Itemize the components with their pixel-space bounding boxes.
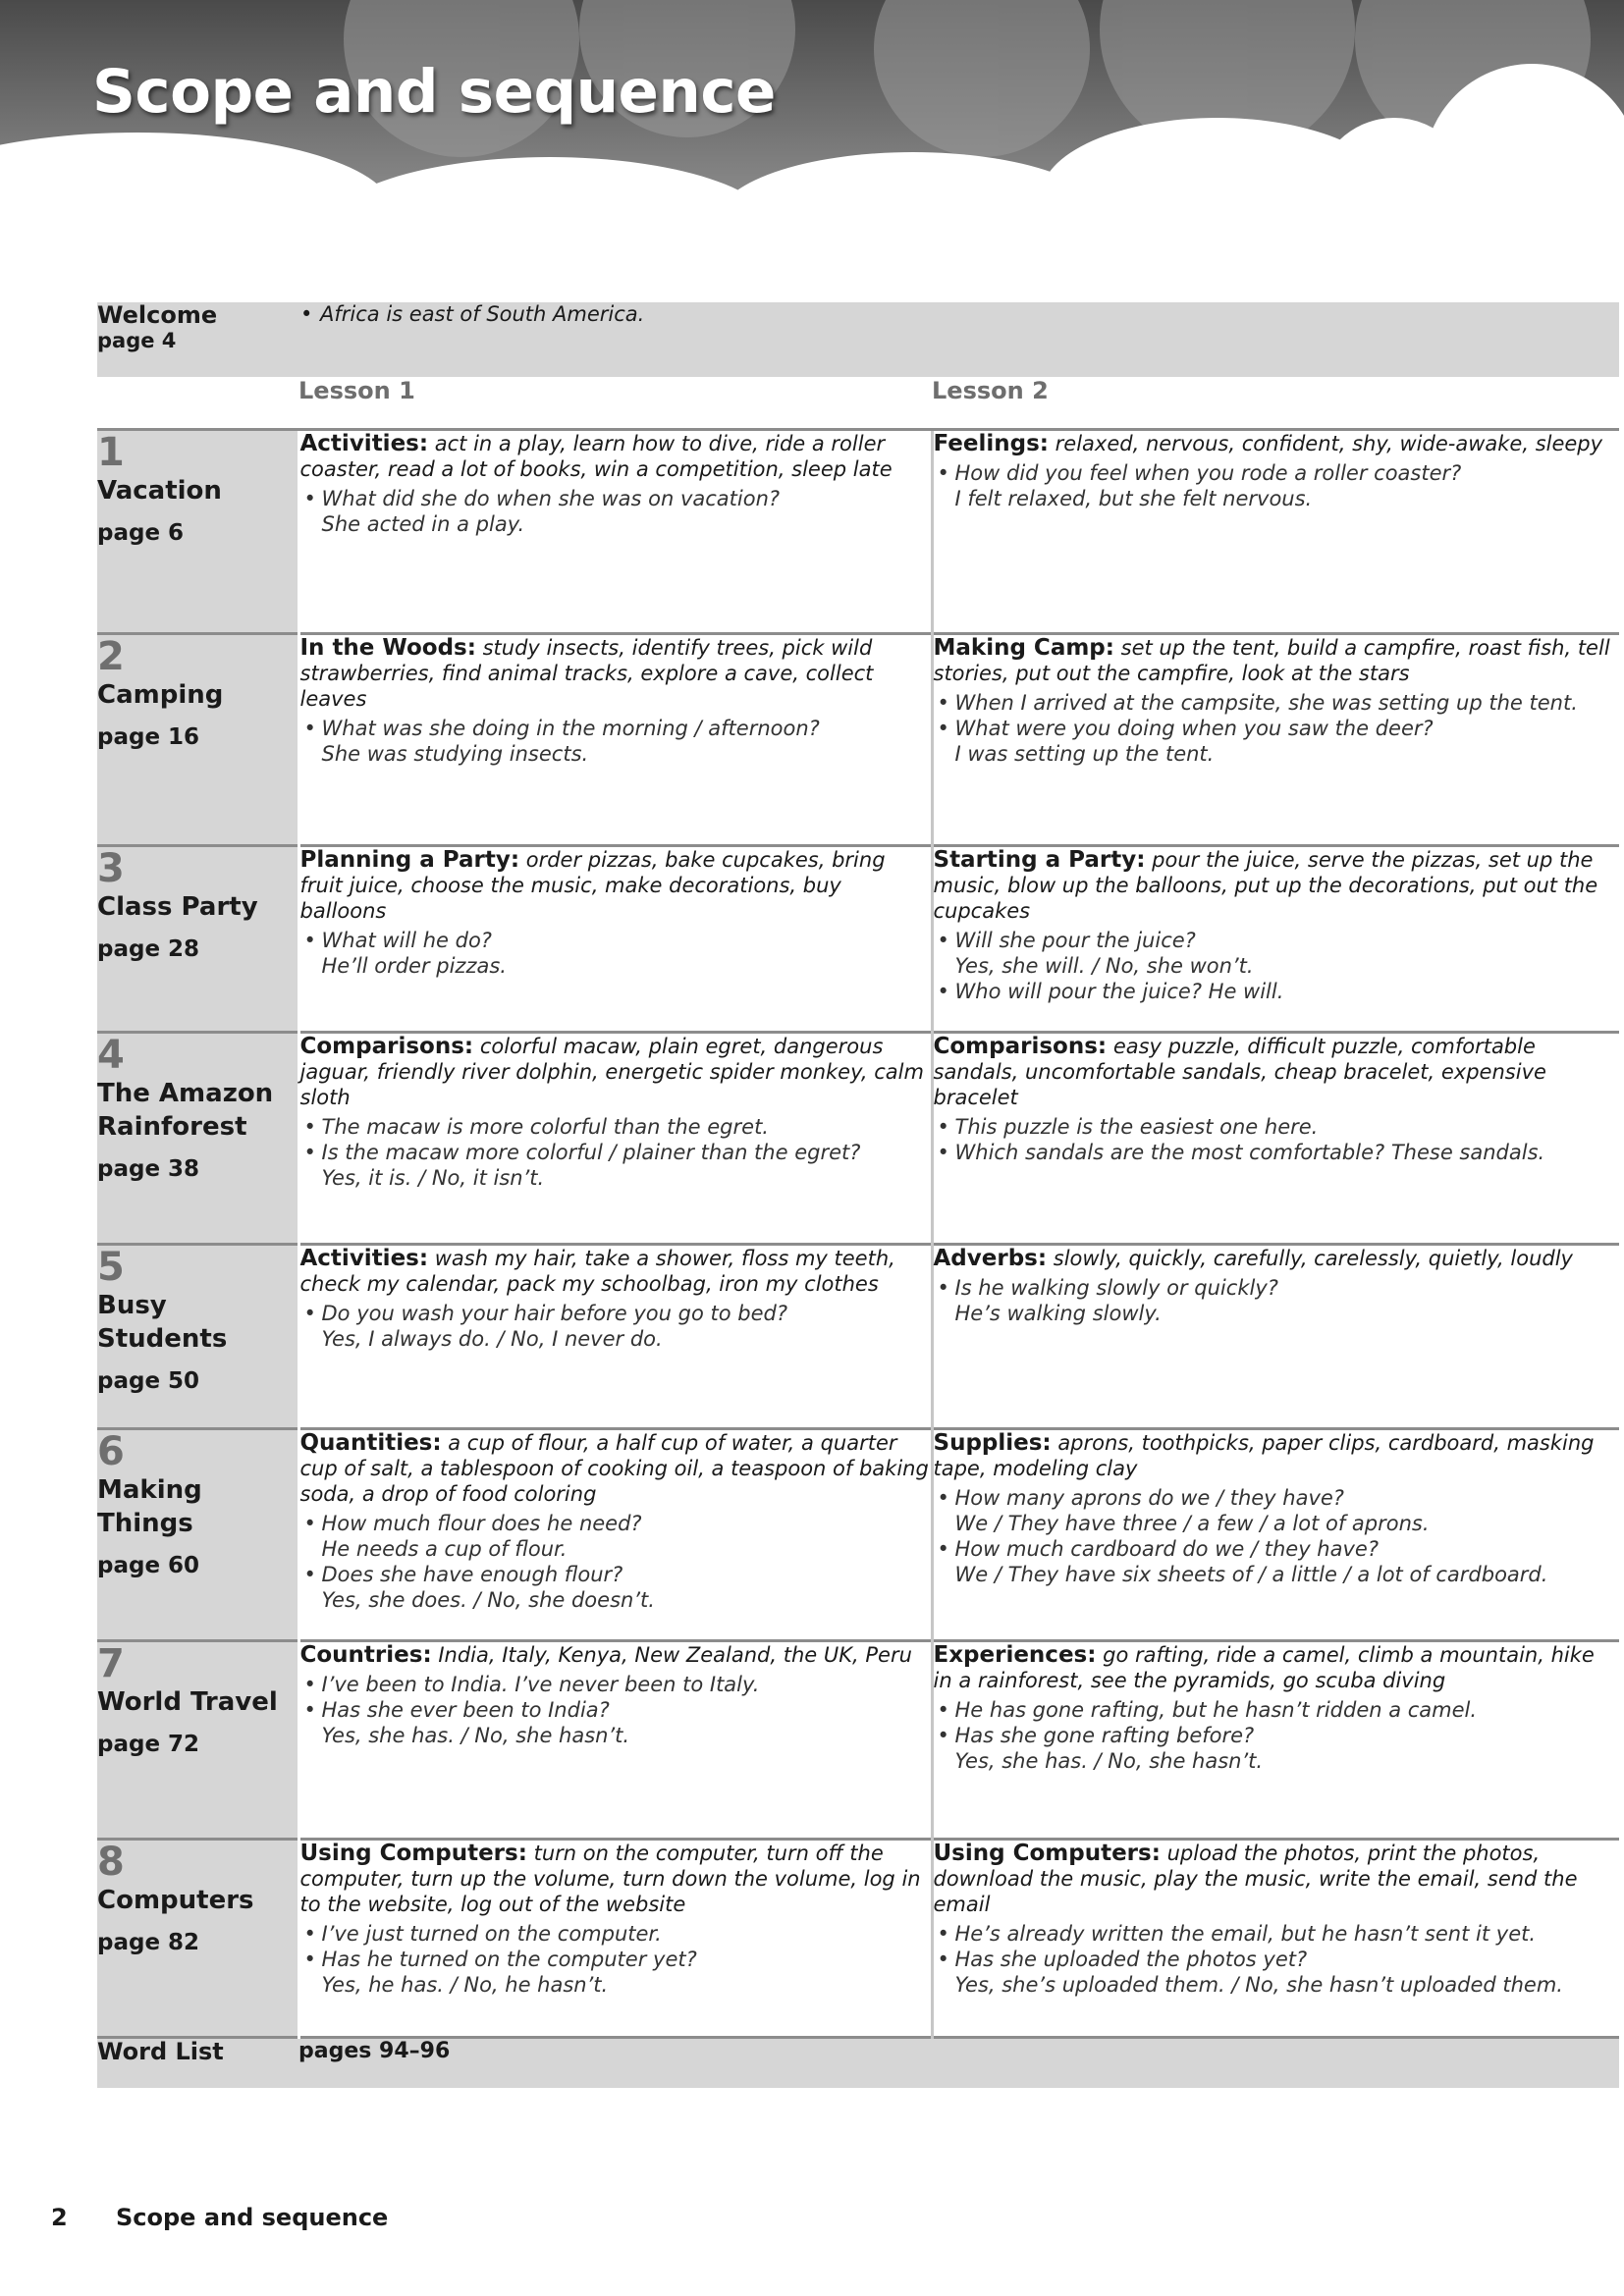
example-item: [300, 928, 931, 979]
welcome-label: Welcome: [97, 301, 218, 329]
example-line: She was studying insects.: [321, 742, 589, 766]
example-line: I was setting up the tent.: [954, 742, 1215, 766]
topic-words: go rafting, ride a camel, climb a mountain, hike in a rainforest, see the pyramids, go scuba diving: [933, 1643, 1595, 1692]
example-line: Do you wash your hair before you go to bed?: [321, 1302, 787, 1325]
unit-number: 8: [97, 1840, 125, 1885]
unit-page: page 38: [97, 1156, 200, 1182]
unit-row: [97, 1245, 1619, 1429]
lesson2-cell: [932, 430, 1619, 634]
scope-table: [97, 302, 1619, 2088]
example-list: [934, 1114, 1620, 1165]
unit-number: 3: [97, 846, 125, 891]
topic-heading: Supplies:: [933, 1430, 1052, 1456]
topic-line: [934, 431, 1620, 456]
topic-words: order pizzas, bake cupcakes, bring fruit juice, choose the music, make decorations, buy balloons: [299, 848, 886, 923]
topic-words: turn on the computer, turn off the computer, turn up the volume, turn down the volume, log in to the website, log out of the website: [299, 1842, 921, 1916]
topic-words: India, Italy, Kenya, New Zealand, the UK, Peru: [438, 1643, 912, 1667]
example-item: [300, 1672, 931, 1697]
unit-label: [97, 1033, 298, 1245]
unit-title: Camping: [97, 680, 224, 710]
lesson1-cell: [298, 846, 932, 1033]
unit-number: 6: [97, 1429, 125, 1474]
lesson1-cell: [298, 1245, 932, 1429]
example-line: He’ll order pizzas.: [321, 954, 507, 978]
topic-words: study insects, identify trees, pick wild strawberries, find animal tracks, explore a cave, collect leaves: [299, 636, 874, 711]
unit-number: 2: [97, 634, 125, 679]
example-item: [300, 1114, 931, 1140]
topic-line: [934, 1841, 1620, 1917]
lesson2-cell: [932, 1840, 1619, 2038]
example-item: [934, 1947, 1620, 1998]
unit-title: The Amazon Rainforest: [97, 1079, 274, 1142]
topic-words: colorful macaw, plain egret, dangerous jaguar, friendly river dolphin, energetic spider monkey, calm sloth: [299, 1035, 924, 1109]
example-line: This puzzle is the easiest one here.: [954, 1115, 1319, 1139]
word-list-pages: pages 94–96: [298, 2038, 1619, 2089]
welcome-page: page 4: [97, 329, 177, 352]
example-line: When I arrived at the campsite, she was setting up the tent.: [954, 691, 1578, 715]
example-line: Has he turned on the computer yet?: [321, 1948, 697, 1971]
lesson2-cell: [932, 1245, 1619, 1429]
example-list: [300, 1672, 931, 1748]
example-line: We / They have three / a few / a lot of aprons.: [954, 1512, 1430, 1535]
unit-number: 7: [97, 1641, 125, 1686]
lesson1-cell: [298, 634, 932, 846]
topic-words: aprons, toothpicks, paper clips, cardboard, masking tape, modeling clay: [933, 1431, 1595, 1480]
example-list: [934, 1921, 1620, 1998]
unit-page: page 28: [97, 936, 200, 962]
topic-words: set up the tent, build a campfire, roast fish, tell stories, put out the campfire, look at the stars: [933, 636, 1610, 685]
example-item: [300, 716, 931, 767]
topic-heading: Comparisons:: [299, 1034, 474, 1059]
topic-words: act in a play, learn how to dive, ride a roller coaster, read a lot of books, win a competition, sleep late: [299, 432, 893, 481]
unit-title: Busy Students: [97, 1291, 228, 1354]
example-item: [300, 1301, 931, 1352]
example-list: [934, 690, 1620, 767]
unit-page: page 50: [97, 1368, 200, 1394]
example-line: The macaw is more colorful than the egret.: [321, 1115, 769, 1139]
example-item: [300, 1511, 931, 1562]
topic-line: [934, 635, 1620, 686]
topic-heading: Starting a Party:: [933, 847, 1146, 873]
topic-line: [934, 1642, 1620, 1693]
example-line: Has she ever been to India?: [321, 1698, 610, 1722]
word-list-title: Word List: [97, 2038, 224, 2065]
example-list: [300, 716, 931, 767]
unit-row: [97, 1033, 1619, 1245]
topic-line: [300, 1430, 931, 1507]
topic-heading: Adverbs:: [933, 1246, 1048, 1271]
topic-words: easy puzzle, difficult puzzle, comfortable sandals, uncomfortable sandals, cheap bracelet, expensive bracelet: [933, 1035, 1546, 1109]
example-line: He needs a cup of flour.: [321, 1537, 568, 1561]
lesson2-cell: [932, 1641, 1619, 1840]
example-line: Is he walking slowly or quickly?: [954, 1276, 1278, 1300]
example-line: How did you feel when you rode a roller coaster?: [954, 461, 1462, 485]
example-line: Has she uploaded the photos yet?: [954, 1948, 1308, 1971]
unit-page: page 60: [97, 1553, 200, 1578]
lesson2-cell: [932, 1429, 1619, 1641]
example-item: [934, 1275, 1620, 1326]
lesson-2-header: Lesson 2: [932, 377, 1049, 404]
example-line: What was she doing in the morning / afternoon?: [321, 717, 820, 740]
topic-line: [934, 1246, 1620, 1271]
example-list: [300, 928, 931, 979]
example-line: Which sandals are the most comfortable? These sandals.: [954, 1141, 1545, 1164]
unit-number: 1: [97, 430, 125, 475]
topic-heading: Activities:: [299, 431, 429, 456]
example-list: [934, 1697, 1620, 1774]
example-line: He has gone rafting, but he hasn’t ridden a camel.: [954, 1698, 1478, 1722]
topic-line: [300, 635, 931, 712]
unit-page: page 6: [97, 520, 185, 546]
example-line: What will he do?: [321, 929, 492, 952]
topic-heading: Planning a Party:: [299, 847, 520, 873]
lesson1-cell: [298, 1641, 932, 1840]
topic-heading: Countries:: [299, 1642, 432, 1668]
topic-words: upload the photos, print the photos, download the music, play the music, write the email, send the email: [933, 1842, 1578, 1916]
unit-page: page 72: [97, 1732, 200, 1757]
example-list: [300, 1301, 931, 1352]
unit-row: [97, 634, 1619, 846]
example-item: [934, 1536, 1620, 1587]
example-list: [300, 1921, 931, 1998]
example-line: Yes, she will. / No, she won’t.: [954, 954, 1254, 978]
lesson2-cell: [932, 634, 1619, 846]
example-line: How much cardboard do we / they have?: [954, 1537, 1379, 1561]
topic-words: a cup of flour, a half cup of water, a quarter cup of salt, a tablespoon of cooking oil, a teaspoon of baking soda, a drop of food coloring: [299, 1431, 929, 1506]
example-item: [300, 1947, 931, 1998]
unit-row: [97, 430, 1619, 634]
unit-label: [97, 846, 298, 1033]
lesson-header-row: [97, 377, 1619, 430]
topic-line: [300, 1246, 931, 1297]
topic-line: [300, 431, 931, 482]
topic-line: [300, 847, 931, 924]
topic-heading: In the Woods:: [299, 635, 476, 661]
example-item: [300, 1562, 931, 1613]
unit-label: [97, 1245, 298, 1429]
lesson1-cell: [298, 1429, 932, 1641]
footer-title: Scope and sequence: [116, 2204, 389, 2231]
word-list-label: [97, 2038, 298, 2089]
example-list: [934, 928, 1620, 1004]
lesson2-cell: [932, 1033, 1619, 1245]
example-item: [934, 1697, 1620, 1723]
unit-label: [97, 1641, 298, 1840]
example-line: Yes, it is. / No, it isn’t.: [321, 1166, 545, 1190]
example-list: [934, 1275, 1620, 1326]
example-item: [934, 1485, 1620, 1536]
example-line: Will she pour the juice?: [954, 929, 1196, 952]
topic-heading: Experiences:: [933, 1642, 1097, 1668]
lesson2-cell: [932, 846, 1619, 1033]
unit-title: Making Things: [97, 1475, 202, 1538]
topic-heading: Using Computers:: [299, 1841, 527, 1866]
topic-line: [934, 847, 1620, 924]
word-list-row: [97, 2038, 1619, 2089]
example-line: Yes, he has. / No, he hasn’t.: [321, 1973, 609, 1997]
lesson-1-header: Lesson 1: [298, 377, 415, 404]
example-line: How much flour does he need?: [321, 1512, 642, 1535]
topic-line: [300, 1642, 931, 1668]
topic-heading: Feelings:: [933, 431, 1049, 456]
unit-title: World Travel: [97, 1687, 278, 1717]
unit-label: [97, 430, 298, 634]
example-list: [934, 460, 1620, 511]
example-line: Yes, she has. / No, she hasn’t.: [954, 1749, 1264, 1773]
topic-line: [300, 1034, 931, 1110]
example-list: [300, 1511, 931, 1613]
example-item: [300, 1921, 931, 1947]
example-line: I’ve been to India. I’ve never been to Italy.: [321, 1673, 760, 1696]
topic-heading: Using Computers:: [933, 1841, 1161, 1866]
topic-line: [934, 1034, 1620, 1110]
example-line: I felt relaxed, but she felt nervous.: [954, 487, 1313, 510]
example-item: [934, 928, 1620, 979]
example-item: [300, 486, 931, 537]
unit-title: Computers: [97, 1886, 254, 1915]
topic-heading: Making Camp:: [933, 635, 1114, 661]
example-list: [300, 486, 931, 537]
example-line: Yes, she does. / No, she doesn’t.: [321, 1588, 655, 1612]
example-item: [934, 1921, 1620, 1947]
example-line: He’s walking slowly.: [954, 1302, 1162, 1325]
topic-line: [934, 1430, 1620, 1481]
welcome-row: [97, 302, 1619, 377]
unit-row: [97, 846, 1619, 1033]
unit-number: 5: [97, 1245, 125, 1290]
example-line: We / They have six sheets of / a little / a lot of cardboard.: [954, 1563, 1548, 1586]
example-line: Does she have enough flour?: [321, 1563, 623, 1586]
lesson1-cell: [298, 1840, 932, 2038]
unit-label: [97, 1840, 298, 2038]
welcome-item: • Africa is east of South America.: [298, 302, 1619, 326]
unit-row: [97, 1840, 1619, 2038]
example-list: [300, 1114, 931, 1191]
unit-label: [97, 634, 298, 846]
example-item: [300, 1697, 931, 1748]
example-line: Yes, she’s uploaded them. / No, she hasn’t uploaded them.: [954, 1973, 1563, 1997]
example-item: [934, 460, 1620, 511]
topic-words: pour the juice, serve the pizzas, set up the music, blow up the balloons, put up the decorations, put out the cupcakes: [933, 848, 1598, 923]
page-number: 2: [51, 2204, 68, 2231]
topic-words: relaxed, nervous, confident, shy, wide-awake, sleepy: [1055, 432, 1603, 455]
topic-line: [300, 1841, 931, 1917]
unit-title: Class Party: [97, 892, 258, 922]
example-line: She acted in a play.: [321, 512, 525, 536]
unit-title: Vacation: [97, 476, 222, 506]
example-line: How many aprons do we / they have?: [954, 1486, 1344, 1510]
example-line: Who will pour the juice? He will.: [954, 980, 1284, 1003]
topic-words: slowly, quickly, carefully, carelessly, quietly, loudly: [1053, 1247, 1573, 1270]
lesson1-cell: [298, 430, 932, 634]
example-line: I’ve just turned on the computer.: [321, 1922, 662, 1946]
unit-row: [97, 1641, 1619, 1840]
unit-page: page 16: [97, 724, 200, 750]
topic-heading: Activities:: [299, 1246, 429, 1271]
example-item: [934, 1114, 1620, 1140]
example-line: Has she gone rafting before?: [954, 1724, 1255, 1747]
example-list: [934, 1485, 1620, 1587]
example-line: What did she do when she was on vacation?: [321, 487, 781, 510]
unit-page: page 82: [97, 1930, 200, 1955]
example-line: Yes, I always do. / No, I never do.: [321, 1327, 663, 1351]
unit-label: [97, 1429, 298, 1641]
example-item: [934, 1723, 1620, 1774]
topic-words: wash my hair, take a shower, floss my teeth, check my calendar, pack my schoolbag, iron my clothes: [299, 1247, 895, 1296]
example-line: Yes, she has. / No, she hasn’t.: [321, 1724, 630, 1747]
example-line: What were you doing when you saw the deer?: [954, 717, 1434, 740]
example-line: He’s already written the email, but he hasn’t sent it yet.: [954, 1922, 1537, 1946]
topic-heading: Comparisons:: [933, 1034, 1108, 1059]
lesson1-cell: [298, 1033, 932, 1245]
example-item: [934, 1140, 1620, 1165]
example-item: [934, 690, 1620, 716]
example-item: [934, 716, 1620, 767]
example-item: [934, 979, 1620, 1004]
unit-row: [97, 1429, 1619, 1641]
unit-number: 4: [97, 1033, 125, 1078]
topic-heading: Quantities:: [299, 1430, 442, 1456]
example-line: Is the macaw more colorful / plainer than the egret?: [321, 1141, 861, 1164]
example-item: [300, 1140, 931, 1191]
page-title: Scope and sequence: [92, 57, 776, 127]
